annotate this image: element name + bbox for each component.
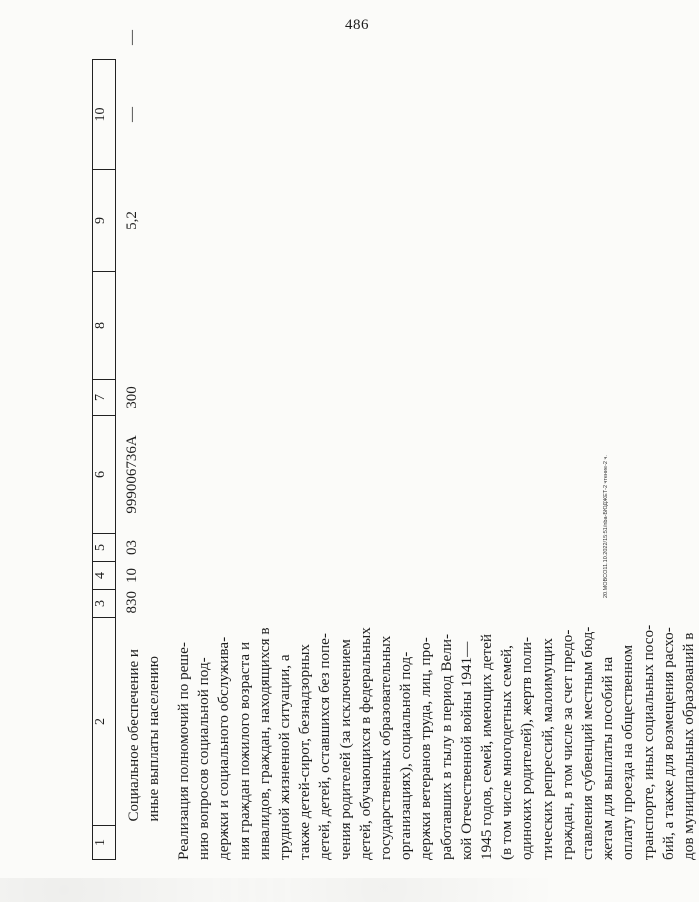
row-label: Социальное обеспечение и иные выплаты населению xyxy=(126,649,162,822)
description-line: 1945 годов, семей, имеющих детей xyxy=(478,633,496,860)
description-line: работавших в тылу в период Вели- xyxy=(437,633,455,860)
column-number: 1 xyxy=(93,826,116,860)
column-number: 6 xyxy=(93,416,116,534)
description-line: трудной жизненной ситуации, а xyxy=(276,654,294,860)
description-line: жетам для выплаты пособий на xyxy=(599,656,617,860)
description-line: дов муниципальных образований в xyxy=(680,632,698,860)
description-line: оплату проезда на общественном xyxy=(619,644,637,860)
description-line: граждан, в том числе за счет предо- xyxy=(558,629,576,860)
description-line: транспорте, иных социальных посо- xyxy=(639,624,657,860)
cell-dash: — xyxy=(124,107,140,122)
description-line: детей, обучающихся в федеральных xyxy=(356,627,374,860)
description-line: держки ветеранов труда, лиц, про- xyxy=(417,637,435,860)
description-line: детей, детей, оставшихся без попе- xyxy=(316,633,334,860)
cell-amount: 5,2 xyxy=(124,211,140,230)
footer-document-code: 20.MOBCO11.10.2022/15:51/nba-БЮДЖЕТ-2 чтение-2 ч. xyxy=(603,455,609,598)
column-number: 2 xyxy=(93,618,116,826)
description-line: организациях), социальной под- xyxy=(397,651,415,860)
column-number: 9 xyxy=(93,170,116,272)
cell-col8 xyxy=(116,272,165,380)
description-line: (в том числе многодетных семей, xyxy=(498,645,516,860)
column-number-row xyxy=(93,60,116,860)
table-row xyxy=(116,60,165,860)
description-line: тических репрессий, малоимущих xyxy=(538,638,556,860)
page-number: 486 xyxy=(345,17,369,33)
column-number: 8 xyxy=(93,272,116,380)
column-number: 4 xyxy=(93,562,116,590)
scan-noise xyxy=(0,878,640,902)
cell-subsection: 03 xyxy=(124,540,140,555)
description-line: нию вопросов социальной под- xyxy=(195,657,213,860)
column-number: 10 xyxy=(93,60,116,170)
description-line: государственных образовательных xyxy=(377,635,395,860)
cell-target-article: 999006736А xyxy=(124,435,140,514)
column-number: 5 xyxy=(93,534,116,562)
cell-expense-type: 300 xyxy=(124,386,140,409)
cell-section: 10 xyxy=(124,568,140,583)
column-number: 3 xyxy=(93,590,116,618)
description-line: ния граждан пожилого возраста и xyxy=(235,641,253,860)
cell-dash-right: — xyxy=(124,30,140,45)
description-line: одиноких родителей), жертв поли- xyxy=(518,636,536,860)
description-line: держки и социального обслужива- xyxy=(215,636,233,860)
description-line: бий, а также для возмещения расхо- xyxy=(659,627,677,860)
description-line: также детей-сирот, безнадзорных xyxy=(296,643,314,860)
cell-code: 830 xyxy=(124,591,140,614)
description-line: чения родителей (за исключением xyxy=(336,639,354,860)
description-line: ставления субвенций местным бюд- xyxy=(579,626,597,860)
row-description xyxy=(174,408,698,860)
description-line: инвалидов, граждан, находящихся в xyxy=(255,627,273,860)
description-line: Реализация полномочий по реше- xyxy=(175,642,192,860)
column-number: 7 xyxy=(93,380,116,416)
description-line: кой Отечественной войны 1941— xyxy=(457,641,475,860)
cell-col10 xyxy=(116,30,165,170)
